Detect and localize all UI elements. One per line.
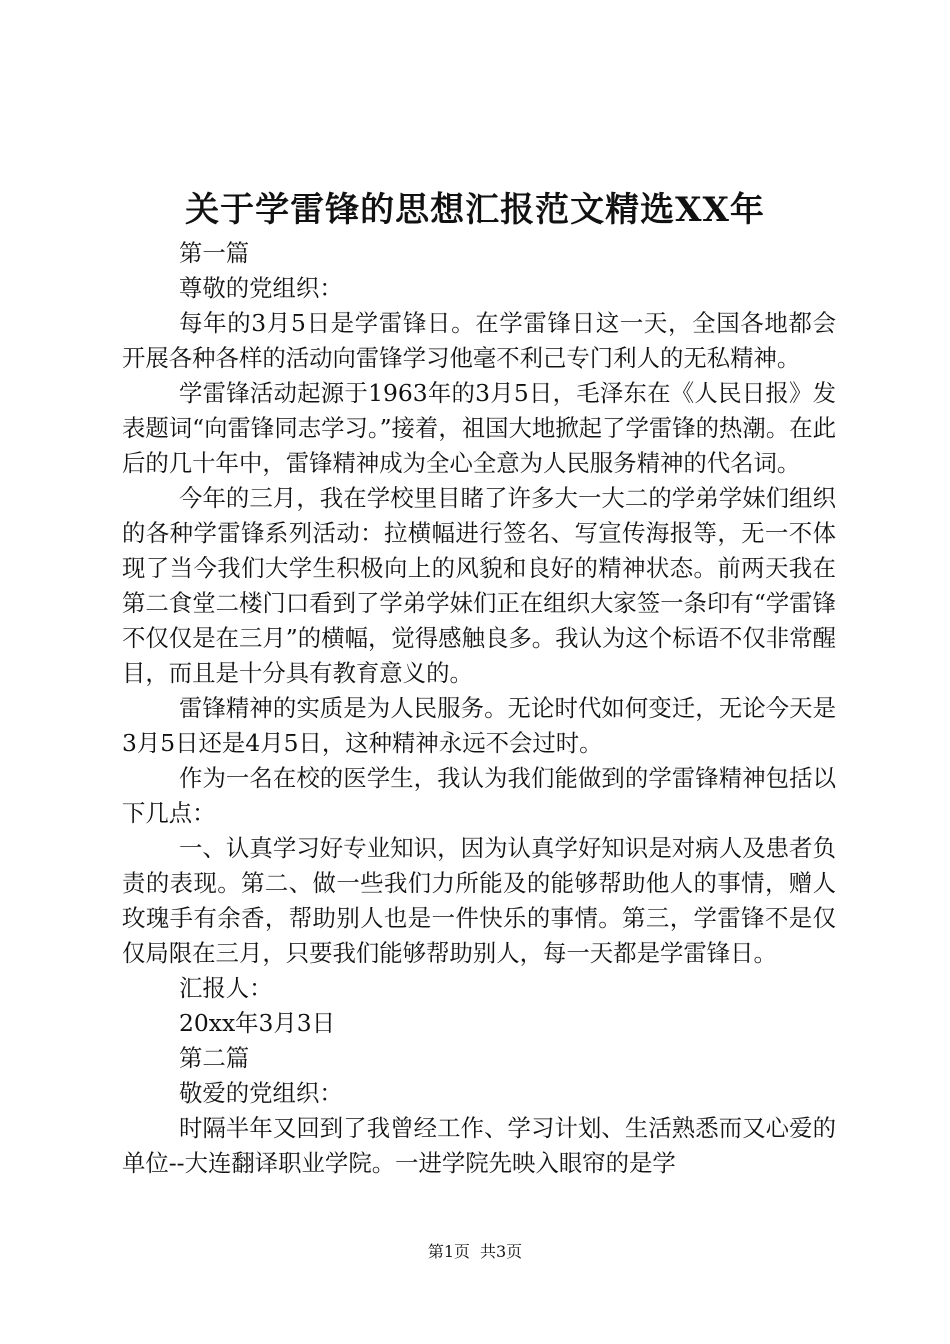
page-footer [0, 1240, 950, 1264]
body-paragraph: 一、认真学习好专业知识，因为认真学好知识是对病人及患者负责的表现。第二、做一些我们力所能及的能够帮助他人的事情，赠人玫瑰手有余香，帮助别人也是一件快乐的事情。第三，学雷锋不是仅仅局限在三月，只要我们能够帮助别人，每一天都是学雷锋日。 [122, 834, 836, 967]
salutation-1: 尊敬的党组织： [179, 274, 343, 302]
body-paragraph: 学雷锋活动起源于1963年的3月5日，毛泽东在《人民日报》发表题词“向雷锋同志学习。”接着，祖国大地掀起了学雷锋的热潮。在此后的几十年中，雷锋精神成为全心全意为人民服务精神的代名词。 [122, 379, 836, 477]
page-number: 第1页 [427, 1242, 470, 1261]
document-title: 关于学雷锋的思想汇报范文精选XX年 [185, 190, 765, 230]
reporter-label: 汇报人： [179, 974, 273, 1002]
body-paragraph: 作为一名在校的医学生，我认为我们能做到的学雷锋精神包括以下几点： [122, 764, 836, 827]
body-paragraph: 今年的三月，我在学校里目睹了许多大一大二的学弟学妹们组织的各种学雷锋系列活动：拉横幅进行签名、写宣传海报等，无一不体现了当今我们大学生积极向上的风貌和良好的精神状态。前两天我在第二食堂二楼门口看到了学弟学妹们正在组织大家签一条印有“学雷锋不仅仅是在三月”的横幅，觉得感触良多。我认为这个标语不仅非常醒目，而且是十分具有教育意义的。 [122, 484, 836, 687]
document-body [122, 236, 836, 1181]
section-heading-1: 第一篇 [179, 239, 250, 267]
body-paragraph: 时隔半年又回到了我曾经工作、学习计划、生活熟悉而又心爱的单位--大连翻译职业学院。一进学院先映入眼帘的是学 [122, 1114, 836, 1177]
page-total: 共3页 [480, 1242, 523, 1261]
section-heading-2: 第二篇 [179, 1044, 250, 1072]
salutation-2: 敬爱的党组织： [179, 1079, 343, 1107]
body-paragraph: 每年的3月5日是学雷锋日。在学雷锋日这一天，全国各地都会开展各种各样的活动向雷锋学习他毫不利己专门利人的无私精神。 [122, 309, 836, 372]
report-date: 20xx年3月3日 [179, 1009, 336, 1037]
body-paragraph: 雷锋精神的实质是为人民服务。无论时代如何变迁，无论今天是3月5日还是4月5日，这种精神永远不会过时。 [122, 694, 836, 757]
